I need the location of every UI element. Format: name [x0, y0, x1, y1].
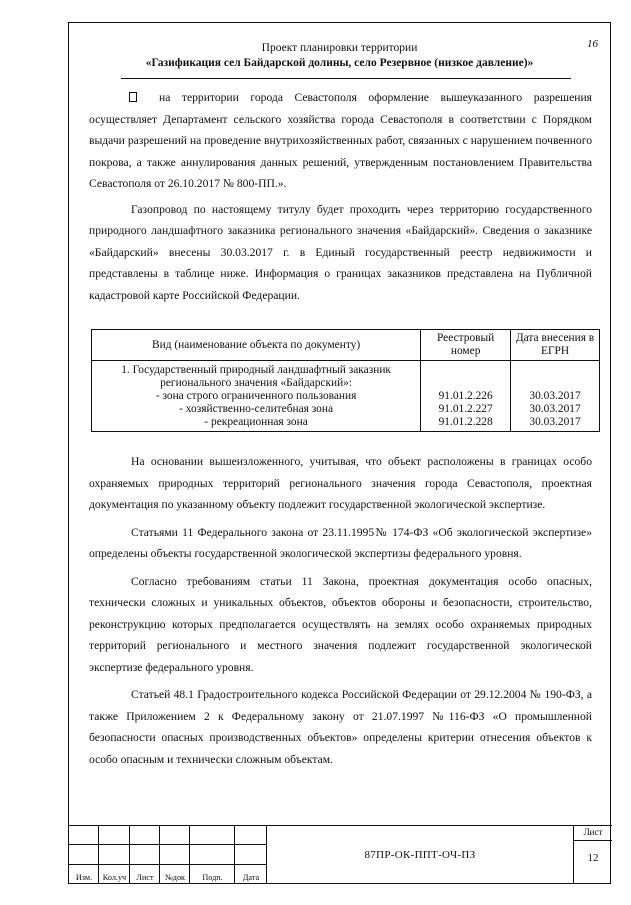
table-group-title: 1. Государственный природный ландшафтный заказник регионального значения «Байдарский»:: [121, 364, 391, 389]
sheet-number: 12: [587, 852, 599, 864]
header-line-1: Проект планировки территории: [261, 42, 418, 54]
registry-table: [91, 329, 600, 432]
paragraph-text: на территории города Севастополя оформление вышеуказанного разрешения осуществляет Департамент сельского хозяйства города Севастополя в соответствии с Порядком выдачи разрешений на проведение внутрихозяйственных работ, связанных с нарушением почвенного покрова, а также аннулирования данных решений, утвержденным постановлением Правительства Севастополя от 26.10.2017 № 800-ПП.».: [89, 91, 592, 190]
paragraph-gas-pipeline: Газопровод по настоящему титулу будет проходить через территорию государственного природного ландшафтного заказника регионального значения «Байдарский». Сведения о заказнике «Байдарский» внесены 30.03.2017 г. в Единый государственный реестр недвижимости и представлены в таблице ниже. Информация о границах заказников представлена на Публичной кадастровой карте Российской Федерации.: [89, 202, 592, 302]
stamp-label-doc: №док: [164, 873, 186, 882]
table-cell-dates: [511, 361, 600, 432]
paragraph-bullet: [89, 87, 592, 195]
table-row-name: - зона строго ограниченного пользования: [155, 390, 357, 402]
title-block-stamp: [69, 825, 612, 883]
header-divider: [121, 78, 571, 79]
table-row-reg: 91.01.2.226: [438, 390, 493, 402]
header-line-2: «Газификация сел Байдарской долины, село Резервное (низкое давление)»: [145, 57, 534, 69]
document-header: [69, 41, 610, 71]
stamp-label-date: Дата: [242, 873, 260, 882]
bullet-square-icon: [129, 92, 137, 102]
body-text-bottom: [89, 451, 592, 770]
table-row-date: 30.03.2017: [529, 416, 581, 428]
document-code: 87ПР-ОК-ППТ-ОЧ-ПЗ: [364, 848, 476, 861]
table-row: [92, 361, 600, 432]
paragraph-conclusion: На основании вышеизложенного, учитывая, что объект расположены в границах особо охраняемых природных территорий регионального значения города Севастополя, проектная документация по указанному объекту подлежит государственной экологической экспертизе.: [89, 455, 592, 511]
stamp-label-count: Кол.уч: [102, 873, 127, 882]
table-row-date: 30.03.2017: [529, 390, 581, 402]
page-number: 16: [587, 38, 598, 50]
page-frame: [68, 22, 611, 884]
stamp-label-sheet: Лист: [136, 873, 154, 882]
table-header-date: Дата внесения в ЕГРН: [511, 330, 600, 361]
stamp-label-signature: Подп.: [202, 873, 223, 882]
sheet-label: Лист: [583, 827, 603, 837]
table-header-name: Вид (наименование объекта по документу): [92, 330, 421, 361]
paragraph-article-48: Статьей 48.1 Градостроительного кодекса Российской Федерации от 29.12.2004 № 190-ФЗ, а также Приложением 2 к Федеральному закону от 21.07.1997 №116-ФЗ «О промышленной безопасности опасных производственных объектов» определены критерии отнесения объектов к особо опасным и технически сложным объектам.: [89, 688, 592, 766]
table-cell-reg-numbers: [421, 361, 511, 432]
table-row-name: - рекреационная зона: [204, 416, 308, 428]
paragraph-law-174: Статьями 11 Федерального закона от 23.11.1995№ 174-ФЗ «Об экологической экспертизе» определены объекты государственной экологической экспертизы федерального уровня.: [89, 525, 592, 560]
stamp-label-change: Изм.: [75, 873, 93, 882]
body-text-top: [89, 87, 592, 306]
table-header-reg: Реестровый номер: [421, 330, 511, 361]
table-cell-names: [92, 361, 421, 432]
paragraph-article-11: Согласно требованиям статьи 11 Закона, проектная документация особо опасных, технически сложных и уникальных объектов, объектов обороны и безопасности, строительство, реконструкцию которых предполагается осуществлять на землях особо охраняемых природных территорий регионального и местного значения подлежит государственной экологической экспертизе федерального уровня.: [89, 574, 592, 674]
table-row-name: - хозяйственно-селитебная зона: [179, 403, 334, 415]
table-row-reg: 91.01.2.227: [438, 403, 493, 415]
table-row-date: 30.03.2017: [529, 403, 581, 415]
table-header-row: [92, 330, 600, 361]
table-row-reg: 91.01.2.228: [438, 416, 493, 428]
sheet-box: [573, 826, 612, 884]
